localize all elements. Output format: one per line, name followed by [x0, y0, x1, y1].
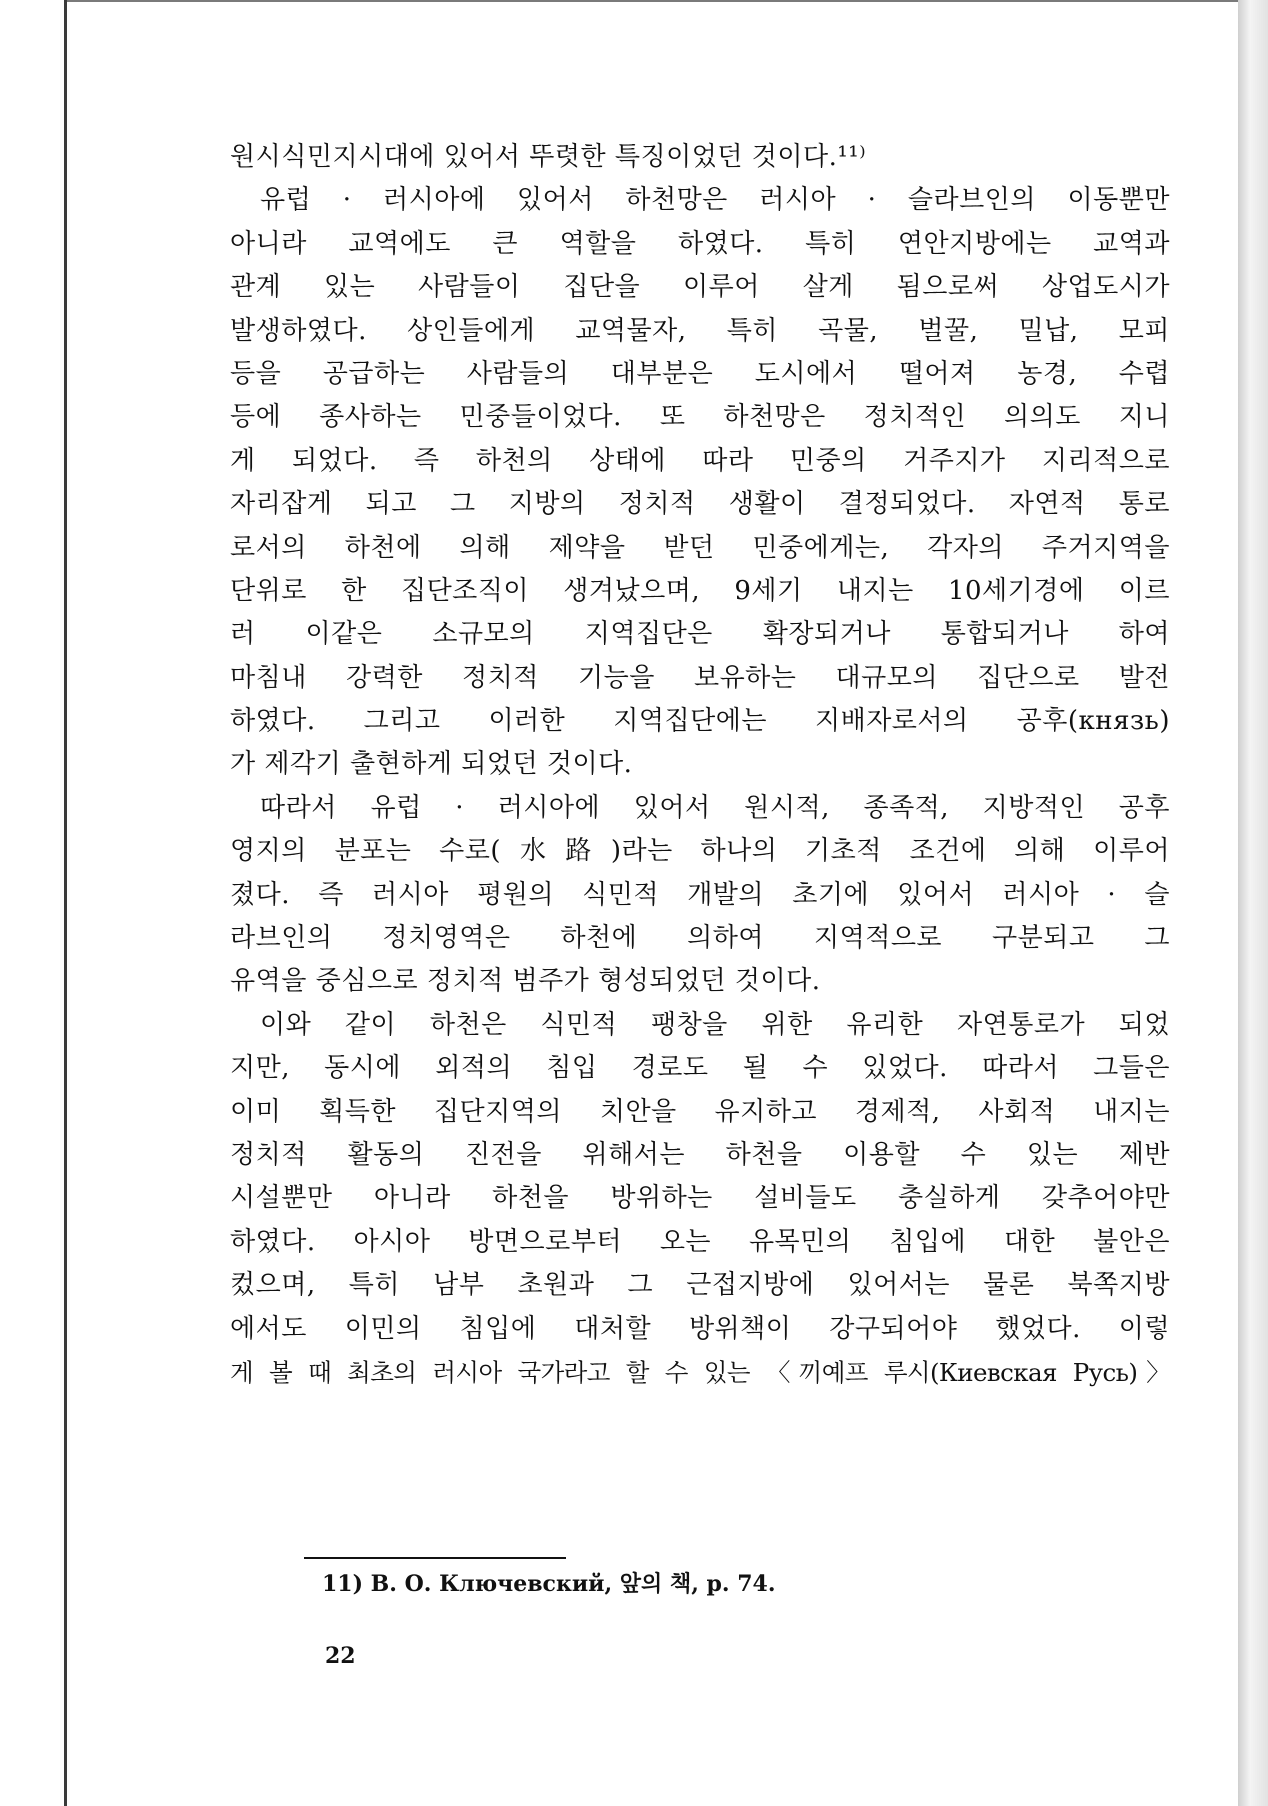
text-line: 등에 종사하는 민중들이었다. 또 하천망은 정치적인 의의도 지니	[230, 402, 1170, 433]
book-page	[67, 2, 1238, 1806]
text-line: 영지의 분포는 수로(水路)라는 하나의 기초적 조건에 의해 이루어	[230, 836, 1170, 867]
paragraph-end-line: 유역을 중심으로 정치적 범주가 형성되었던 것이다.	[230, 966, 821, 997]
text-line: 에서도 이민의 침입에 대처할 방위책이 강구되어야 했었다. 이렇	[230, 1313, 1170, 1344]
page-left-edge	[64, 0, 67, 1806]
text-line: 컸으며, 특히 남부 초원과 그 근접지방에 있어서는 물론 북쪽지방	[230, 1270, 1170, 1301]
body-text	[230, 136, 1170, 1394]
text-line: 정치적 활동의 진전을 위해서는 하천을 이용할 수 있는 제반	[230, 1139, 1170, 1170]
footnote: 11) В. О. Ключевский, 앞의 책, p. 74.	[322, 1571, 776, 1597]
text-line: 게 볼 때 최초의 러시아 국가라고 할 수 있는 〈끼예프 루시(Киевская Русь)〉	[230, 1357, 1170, 1387]
text-line: 단위로 한 집단조직이 생겨났으며, 9세기 내지는 10세기경에 이르	[230, 575, 1170, 606]
paragraph-start-line: 유럽 · 러시아에 있어서 하천망은 러시아 · 슬라브인의 이동뿐만	[260, 185, 1170, 216]
paragraph-end-line: 가 제각기 출현하게 되었던 것이다.	[230, 749, 633, 780]
text-line: 원시식민지시대에 있어서 뚜렷한 특징이었던 것이다.¹¹⁾	[230, 142, 867, 172]
text-line: 시설뿐만 아니라 하천을 방위하는 설비들도 충실하게 갖추어야만	[230, 1183, 1170, 1214]
text-line: 게 되었다. 즉 하천의 상태에 따라 민중의 거주지가 지리적으로	[230, 445, 1170, 476]
paragraph-start-line: 따라서 유럽 · 러시아에 있어서 원시적, 종족적, 지방적인 공후	[260, 792, 1170, 823]
paragraph-start-line: 이와 같이 하천은 식민적 팽창을 위한 유리한 자연통로가 되었	[260, 1009, 1170, 1040]
text-line: 하였다. 그리고 이러한 지역집단에는 지배자로서의 공후(князь)	[230, 706, 1170, 737]
text-line: 등을 공급하는 사람들의 대부분은 도시에서 떨어져 농경, 수렵	[230, 358, 1170, 389]
text-line: 라브인의 정치영역은 하천에 의하여 지역적으로 구분되고 그	[230, 923, 1170, 954]
text-line: 하였다. 아시아 방면으로부터 오는 유목민의 침입에 대한 불안은	[230, 1226, 1170, 1257]
text-line: 발생하였다. 상인들에게 교역물자, 특히 곡물, 벌꿀, 밀납, 모피	[230, 315, 1170, 346]
page-right-shadow	[1238, 0, 1268, 1806]
text-line: 졌다. 즉 러시아 평원의 식민적 개발의 초기에 있어서 러시아 · 슬	[230, 879, 1170, 910]
text-line: 아니라 교역에도 큰 역할을 하였다. 특히 연안지방에는 교역과	[230, 228, 1170, 259]
page-number: 22	[325, 1643, 356, 1669]
footnote-divider	[304, 1557, 566, 1559]
text-line: 이미 획득한 집단지역의 치안을 유지하고 경제적, 사회적 내지는	[230, 1096, 1170, 1127]
text-line: 관계 있는 사람들이 집단을 이루어 살게 됨으로써 상업도시가	[230, 272, 1170, 303]
text-line: 마침내 강력한 정치적 기능을 보유하는 대규모의 집단으로 발전	[230, 662, 1170, 693]
text-line: 지만, 동시에 외적의 침입 경로도 될 수 있었다. 따라서 그들은	[230, 1053, 1170, 1084]
text-line: 러 이같은 소규모의 지역집단은 확장되거나 통합되거나 하여	[230, 619, 1170, 650]
text-line: 자리잡게 되고 그 지방의 정치적 생활이 결정되었다. 자연적 통로	[230, 489, 1170, 520]
text-line: 로서의 하천에 의해 제약을 받던 민중에게는, 각자의 주거지역을	[230, 532, 1170, 563]
